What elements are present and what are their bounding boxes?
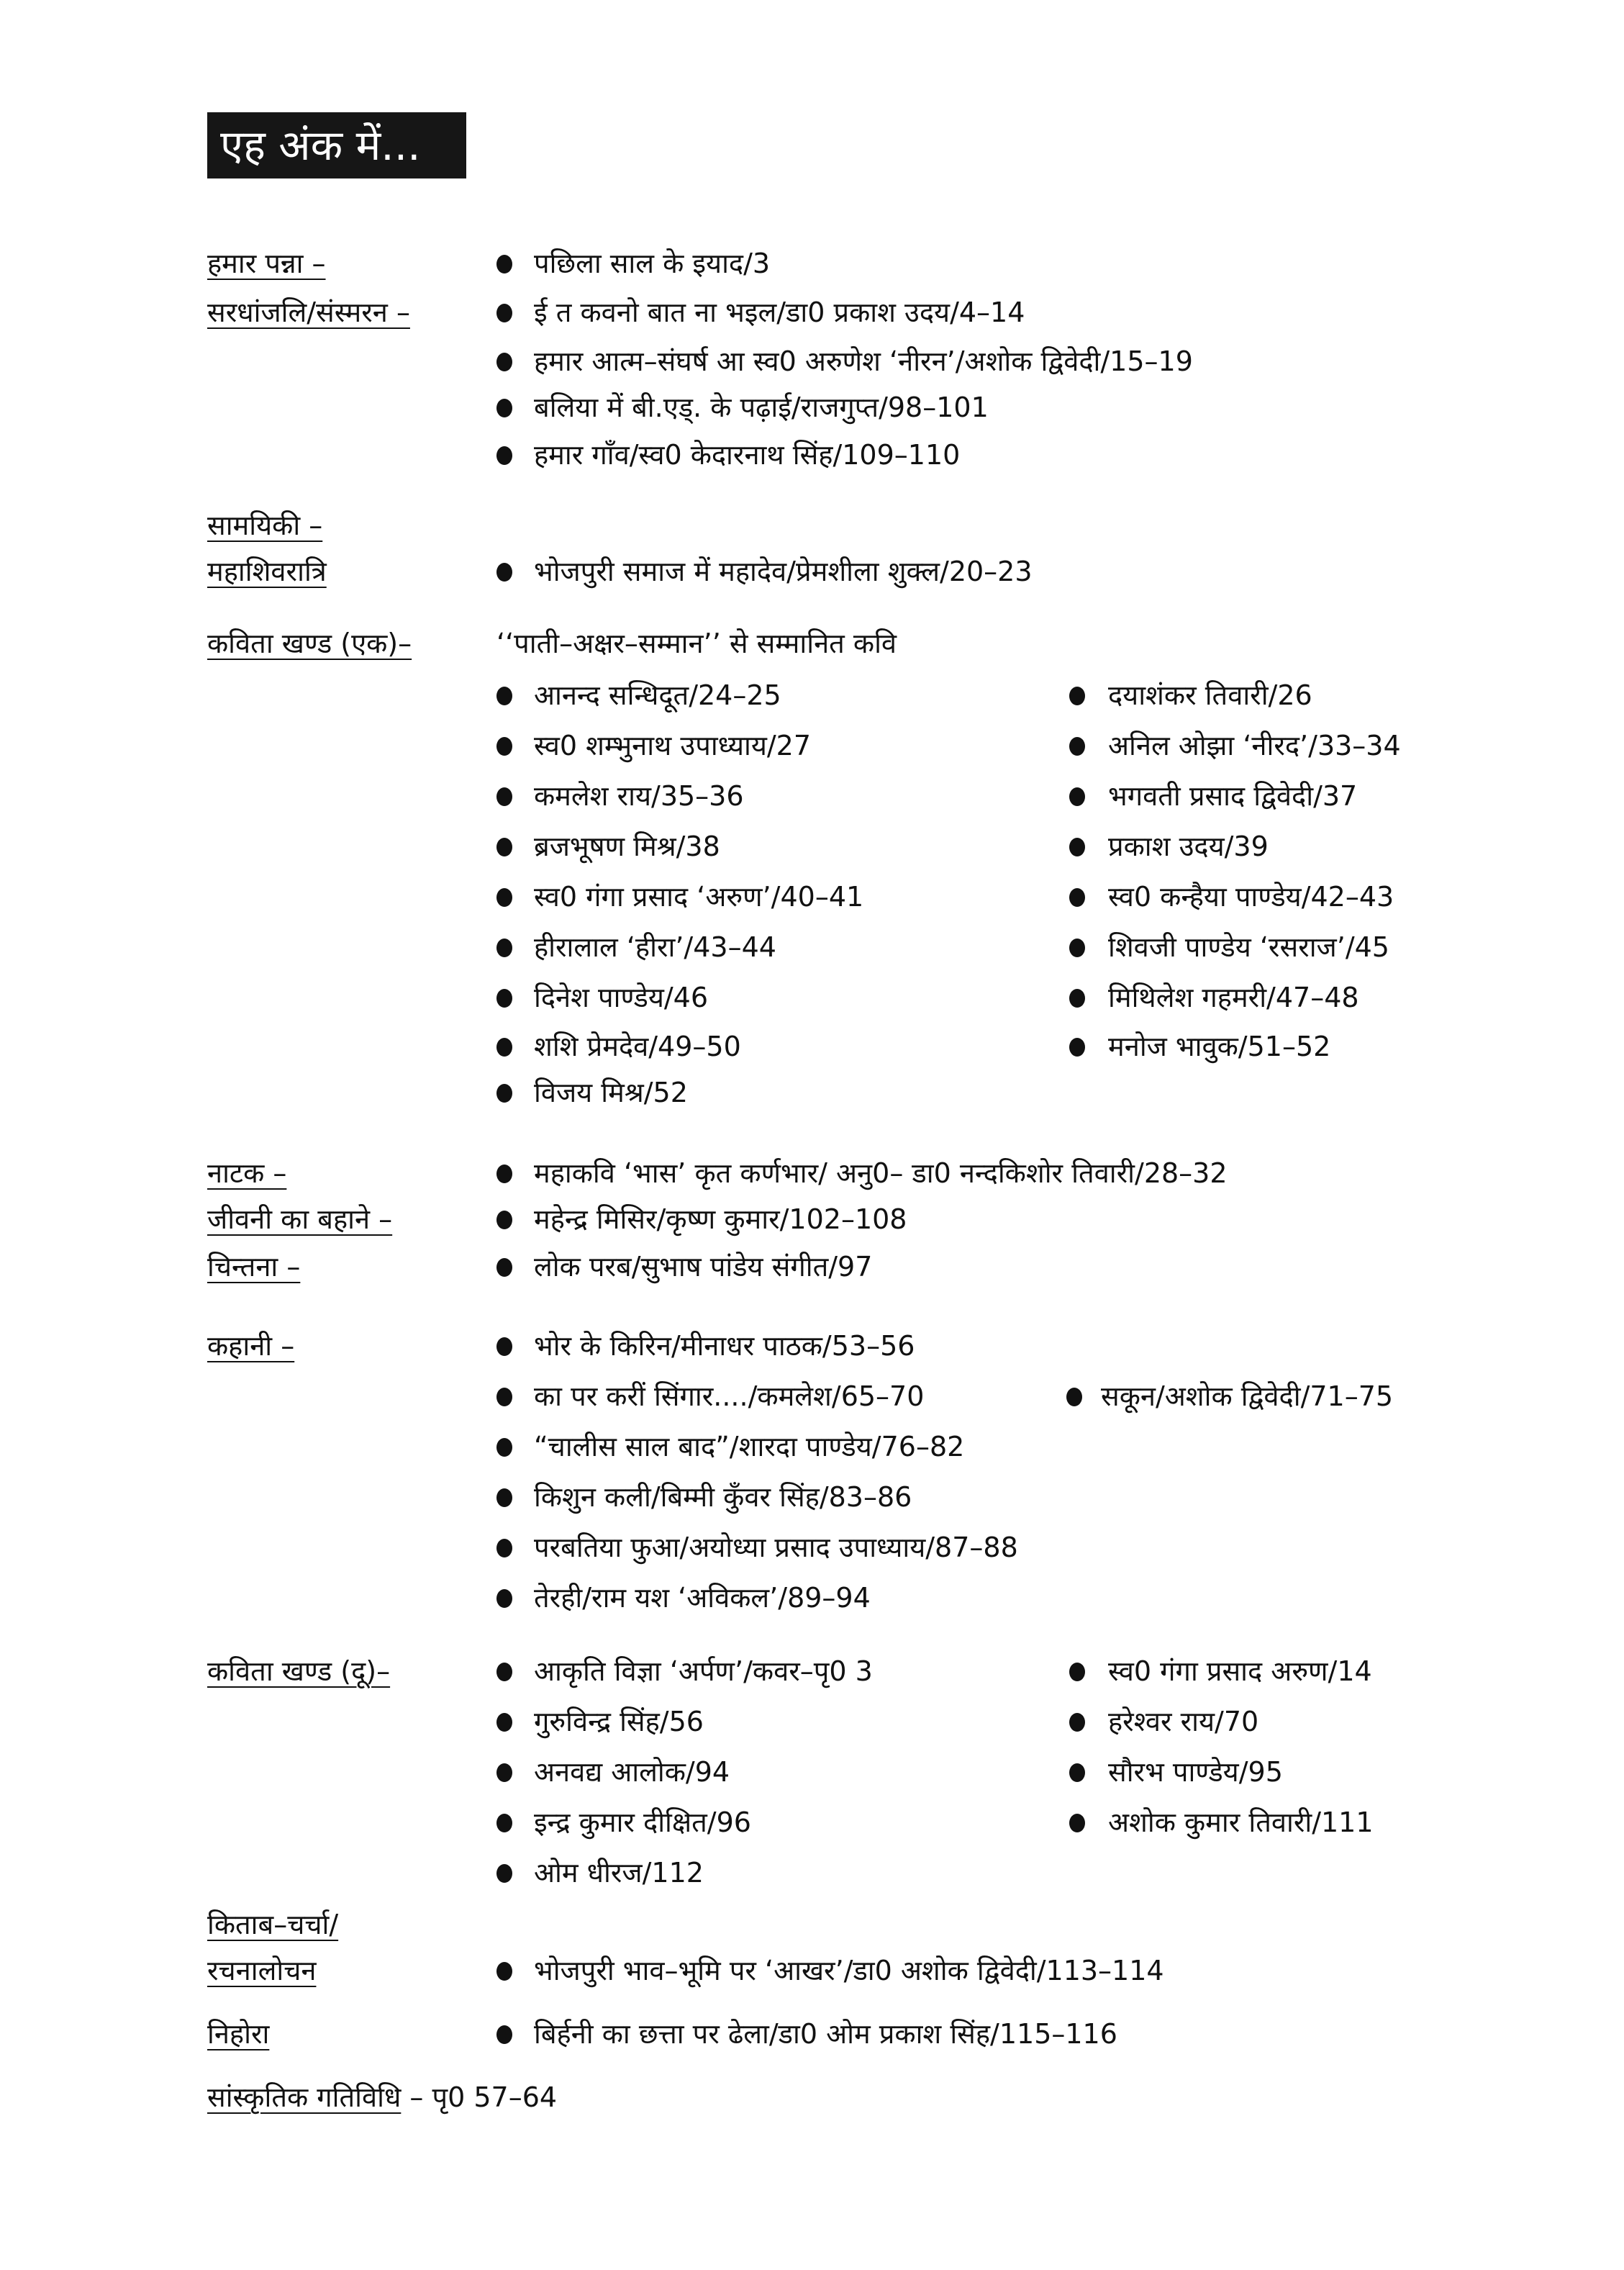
- bullet-icon: [496, 1864, 512, 1883]
- toc-entry: ब्रजभूषण मिश्र/38: [534, 831, 720, 862]
- toc-entry: कमलेश राय/35–36: [534, 780, 744, 812]
- bullet-icon: [496, 1211, 512, 1229]
- bullet-icon: [496, 399, 512, 417]
- bullet-icon: [496, 446, 512, 465]
- bullet-icon: [496, 1663, 512, 1681]
- toc-entry: दिनेश पाण्डेय/46: [534, 982, 709, 1013]
- section-label-kitab: किताब–चर्चा/: [207, 1909, 339, 1940]
- section-label-kavita-1: कविता खण्ड (एक)–: [207, 628, 412, 659]
- toc-entry: बिर्हनी का छत्ता पर ढेला/डा0 ओम प्रकाश सिंह/115–116: [534, 2018, 1117, 2050]
- bullet-icon: [496, 838, 512, 856]
- toc-entry: इन्द्र कुमार दीक्षित/96: [534, 1806, 751, 1838]
- bullet-icon: [496, 1438, 512, 1457]
- section-label-natak: नाटक –: [207, 1157, 287, 1189]
- toc-entry: महाकवि ‘भास’ कृत कर्णभार/ अनु0– डा0 नन्दकिशोर तिवारी/28–32: [534, 1157, 1228, 1189]
- bullet-icon: [496, 255, 512, 273]
- toc-entry: शशि प्रेमदेव/49–50: [534, 1031, 741, 1062]
- toc-entry: शिवजी पाण्डेय ‘रसराज’/45: [1108, 931, 1389, 963]
- section-label-hamar-panna: हमार पन्ना –: [207, 248, 326, 279]
- toc-entry: भोजपुरी समाज में महादेव/प्रेमशीला शुक्ल/20–23: [534, 556, 1033, 587]
- toc-entry: भोर के किरिन/मीनाधर पाठक/53–56: [534, 1330, 915, 1362]
- bullet-icon: [1069, 1038, 1085, 1057]
- toc-entry: सकून/अशोक द्विवेदी/71–75: [1101, 1380, 1394, 1412]
- bullet-icon: [1069, 939, 1085, 957]
- toc-entry: पछिला साल के इयाद/3: [534, 248, 771, 279]
- section-label-sardhanjali: सरधांजलि/संस्मरन –: [207, 297, 410, 328]
- kavita-intro: ‘‘पाती–अक्षर–सम्मान’’ से सम्मानित कवि: [496, 628, 897, 659]
- section-label-mahashivratri: महाशिवरात्रि: [207, 556, 327, 587]
- bullet-icon: [496, 1337, 512, 1356]
- toc-entry: स्व0 गंगा प्रसाद अरुण/14: [1108, 1655, 1372, 1687]
- toc-entry: मनोज भावुक/51–52: [1108, 1031, 1331, 1062]
- toc-entry: अनवद्य आलोक/94: [534, 1756, 730, 1788]
- toc-entry: आनन्द सन्धिदूत/24–25: [534, 679, 781, 711]
- bullet-icon: [496, 1038, 512, 1057]
- bullet-icon: [496, 1814, 512, 1832]
- bullet-icon: [496, 1589, 512, 1608]
- toc-entry: सौरभ पाण्डेय/95: [1108, 1756, 1283, 1788]
- bullet-icon: [1069, 838, 1085, 856]
- toc-entry: हरेश्वर राय/70: [1108, 1706, 1259, 1737]
- toc-entry: परबतिया फुआ/अयोध्या प्रसाद उपाध्याय/87–88: [534, 1532, 1018, 1563]
- toc-entry: हमार आत्म–संघर्ष आ स्व0 अरुणेश ‘नीरन’/अशोक द्विवेदी/15–19: [534, 345, 1193, 377]
- section-label-rachnalochan: रचनालोचन: [207, 1955, 317, 1986]
- bullet-icon: [496, 687, 512, 705]
- toc-entry: गुरुविन्द्र सिंह/56: [534, 1706, 704, 1737]
- toc-entry: विजय मिश्र/52: [534, 1077, 688, 1108]
- section-label-kahani: कहानी –: [207, 1330, 295, 1362]
- bullet-icon: [496, 939, 512, 957]
- toc-entry: स्व0 शम्भुनाथ उपाध्याय/27: [534, 730, 812, 761]
- bullet-icon: [496, 1488, 512, 1507]
- toc-entry: स्व0 गंगा प्रसाद ‘अरुण’/40–41: [534, 881, 864, 913]
- bullet-icon: [1069, 1814, 1085, 1832]
- toc-entry: ओम धीरज/112: [534, 1857, 704, 1889]
- toc-entry: महेन्द्र मिसिर/कृष्ण कुमार/102–108: [534, 1203, 907, 1235]
- bullet-icon: [496, 1258, 512, 1277]
- section-sanskritik: [207, 2079, 557, 2115]
- toc-entry: किशुन कली/बिम्मी कुँवर सिंह/83–86: [534, 1481, 912, 1513]
- bullet-icon: [496, 1539, 512, 1557]
- section-label-jivani: जीवनी का बहाने –: [207, 1203, 393, 1235]
- toc-entry: स्व0 कन्हैया पाण्डेय/42–43: [1108, 881, 1394, 913]
- section-label-nihora: निहोरा: [207, 2018, 270, 2050]
- toc-entry: अशोक कुमार तिवारी/111: [1108, 1806, 1374, 1838]
- page-heading: एह अंक में...: [207, 112, 466, 178]
- bullet-icon: [1069, 787, 1085, 806]
- bullet-icon: [1069, 888, 1085, 907]
- toc-entry: मिथिलेश गहमरी/47–48: [1108, 982, 1359, 1013]
- toc-entry: भोजपुरी भाव–भूमि पर ‘आखर’/डा0 अशोक द्विवेदी/113–114: [534, 1955, 1164, 1986]
- section-label-kavita-2: कविता खण्ड (दू)–: [207, 1655, 391, 1687]
- bullet-icon: [1069, 989, 1085, 1008]
- toc-entry: तेरही/राम यश ‘अविकल’/89–94: [534, 1582, 871, 1614]
- bullet-icon: [1066, 1388, 1082, 1406]
- bullet-icon: [496, 1084, 512, 1103]
- toc-entry: “चालीस साल बाद”/शारदा पाण्डेय/76–82: [534, 1431, 965, 1462]
- toc-entry: अनिल ओझा ‘नीरद’/33–34: [1108, 730, 1401, 761]
- bullet-icon: [1069, 1713, 1085, 1732]
- bullet-icon: [496, 1165, 512, 1183]
- bullet-icon: [1069, 1763, 1085, 1782]
- section-label-samayiki: सामयिकी –: [207, 510, 323, 541]
- bullet-icon: [496, 353, 512, 371]
- bullet-icon: [496, 1388, 512, 1406]
- bullet-icon: [1069, 687, 1085, 705]
- bullet-icon: [1069, 1663, 1085, 1681]
- bullet-icon: [496, 1713, 512, 1732]
- toc-entry: ई त कवनो बात ना भइल/डा0 प्रकाश उदय/4–14: [534, 297, 1025, 328]
- bullet-icon: [496, 787, 512, 806]
- bullet-icon: [496, 1962, 512, 1981]
- toc-entry: लोक परब/सुभाष पांडेय संगीत/97: [534, 1251, 873, 1283]
- toc-entry: हमार गाँव/स्व0 केदारनाथ सिंह/109–110: [534, 439, 961, 471]
- section-label-sanskritik: सांस्कृतिक गतिविधि: [207, 2081, 402, 2113]
- toc-entry: बलिया में बी.एड्. के पढ़ाई/राजगुप्त/98–101: [534, 392, 989, 423]
- bullet-icon: [496, 2025, 512, 2044]
- bullet-icon: [496, 304, 512, 322]
- toc-entry: दयाशंकर तिवारी/26: [1108, 679, 1312, 711]
- sanskritik-pages: – पृ0 57–64: [401, 2081, 558, 2113]
- bullet-icon: [496, 1763, 512, 1782]
- bullet-icon: [496, 737, 512, 756]
- toc-entry: आकृति विज्ञा ‘अर्पण’/कवर–पृ0 3: [534, 1655, 873, 1687]
- toc-entry: हीरालाल ‘हीरा’/43–44: [534, 931, 776, 963]
- bullet-icon: [496, 563, 512, 582]
- bullet-icon: [496, 888, 512, 907]
- bullet-icon: [1069, 737, 1085, 756]
- bullet-icon: [496, 989, 512, 1008]
- toc-entry: का पर करीं सिंगार..../कमलेश/65–70: [534, 1380, 925, 1412]
- section-label-chintana: चिन्तना –: [207, 1251, 301, 1283]
- toc-entry: भगवती प्रसाद द्विवेदी/37: [1108, 780, 1358, 812]
- toc-entry: प्रकाश उदय/39: [1108, 831, 1269, 862]
